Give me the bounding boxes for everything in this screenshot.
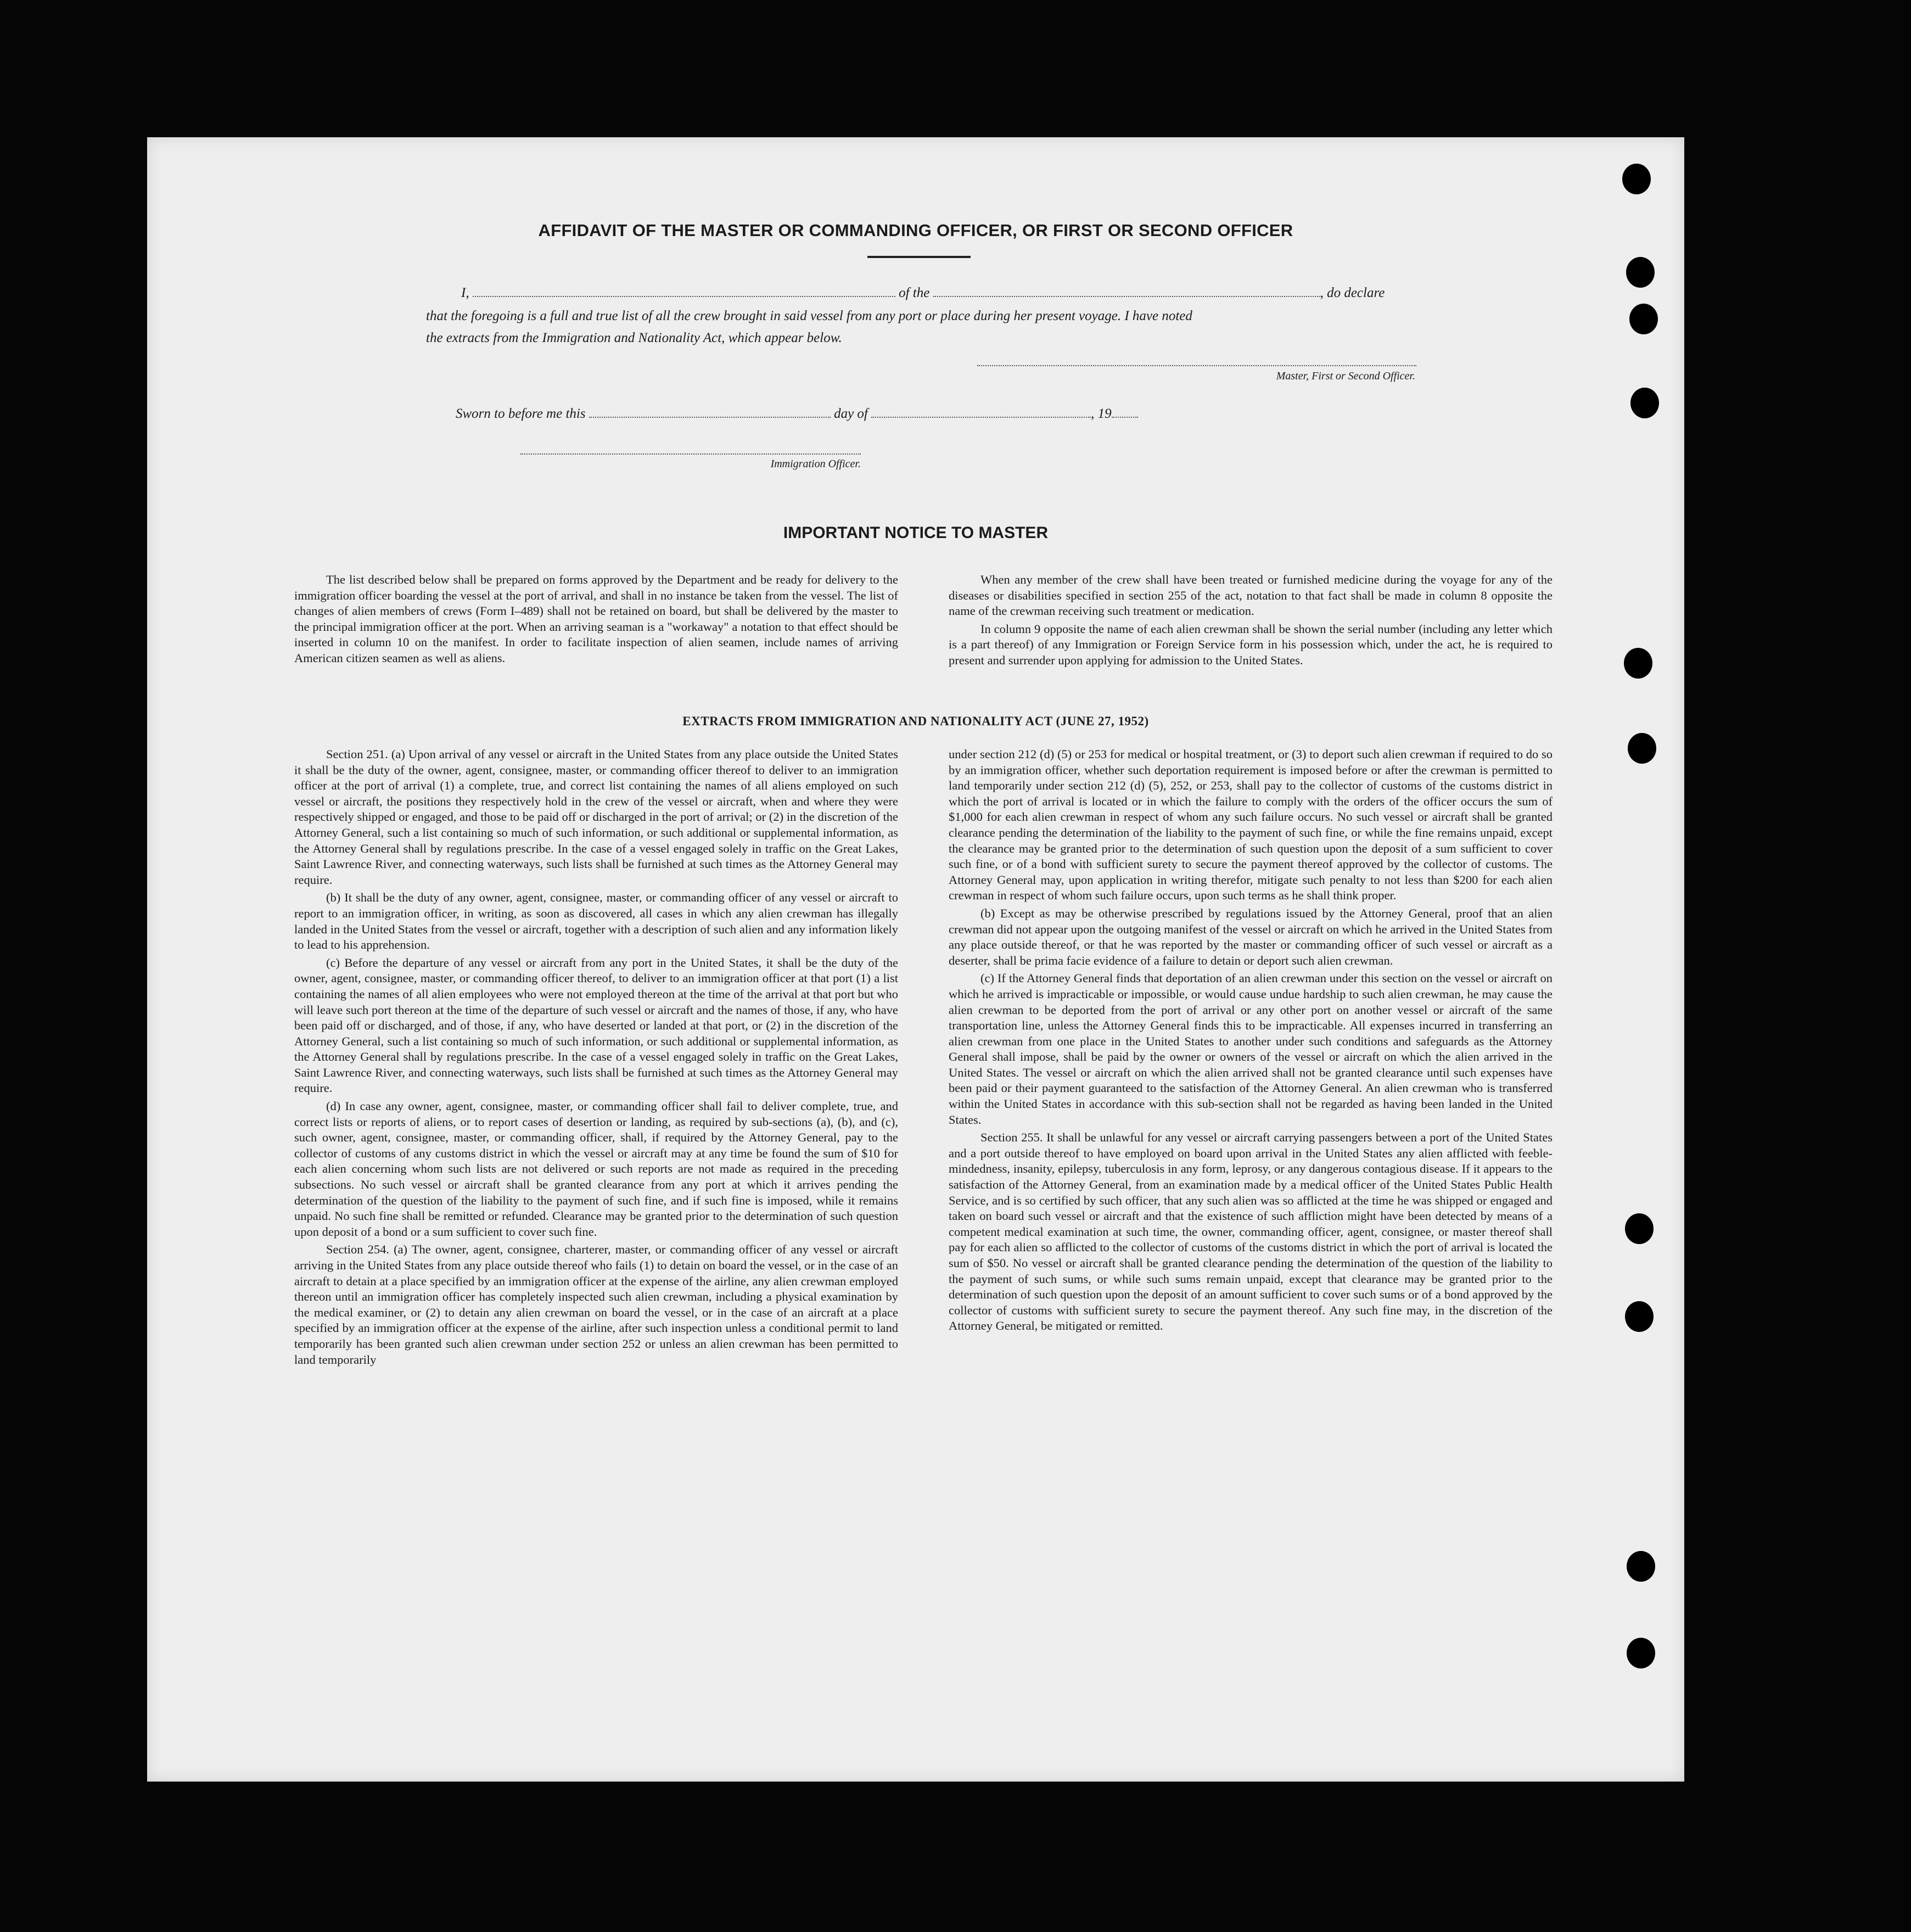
master-signature-line (977, 365, 1416, 366)
affidavit-line-2: that the foregoing is a full and true list of all the crew brought in said vessel from any port or place during her present voyage. I have noted (426, 309, 1192, 323)
binder-hole (1626, 257, 1655, 288)
notice-left-paragraph: The list described below shall be prepared on forms approved by the Department and be ready for delivery to the immigration officer boarding the vessel at the port of arrival, and shall in no instance be taken from the vessel. The list of changes of alien members of crews (Form I–489) shall not be retained on board, but shall be delivered by the master to the principal immigration officer at the port. When an arriving seaman is a "workaway" a notation to that effect should be inserted in column 10 on the manifest. In order to facilitate inspection of alien seamen, include names of arriving American citizen seamen as well as aliens. (294, 573, 898, 665)
binder-hole (1630, 388, 1659, 418)
affidavit-line-3: the extracts from the Immigration and Nationality Act, which appear below. (426, 331, 842, 345)
affidavit-line-1 (461, 285, 1587, 301)
month-blank (871, 417, 1091, 418)
day-blank (589, 417, 831, 418)
year-blank (1112, 417, 1138, 418)
binder-hole (1628, 733, 1656, 764)
section-251-b: (b) It shall be the duty of any owner, agent, consignee, master, or commanding officer of any vessel or aircraft to report to an immigration officer, in writing, as soon as discovered, all cases in which any alien crewman has illegally landed in the United States from the vessel or aircraft, together with a description of such alien and any information likely to lead to his apprehension. (294, 891, 898, 952)
affidavit-i-label: I, (461, 285, 469, 300)
binder-hole (1622, 164, 1651, 194)
section-254-c: (c) If the Attorney General finds that deportation of an alien crewman under this section on the vessel or aircraft on which he arrived is impracticable or impossible, or would cause undue hardship to such alien crewman, he may cause the alien crewman to be deported from the port of arrival or any other port on another vessel or aircraft of the same transportation line, unless the Attorney General finds this to be impracticable. All expenses incurred in transferring an alien crewman from one place in the United States to another under such conditions and safeguards as the Attorney General shall impose, shall be paid by the owner or owners of the vessel or aircraft on which the alien arrived in the United States. The vessel or aircraft on which the alien arrived shall not be granted clearance until such expenses have been paid or their payment guaranteed to the satisfaction of the Attorney General. An alien crewman who is transferred within the United States in accordance with this sub-section shall not be regarded as having been landed in the United States. (949, 971, 1553, 1127)
sworn-line (456, 406, 1138, 422)
extracts-right-column (949, 747, 1553, 1336)
binder-hole (1625, 1213, 1654, 1244)
vessel-blank (933, 296, 1320, 297)
section-255: Section 255. It shall be unlawful for any vessel or aircraft carrying passengers between a port of the United States and a port outside thereof to have employed on board upon arrival in the United States any alien afflicted with feeble-mindedness, insanity, epilepsy, tuberculosis in any form, leprosy, or any dangerous contagious disease. If it appears to the satisfaction of the Attorney General, from an examination made by a medical officer of the United States Public Health Service, and is so certified by such officer, that any such alien was so afflicted at the time he was shipped or engaged and taken on board such vessel or aircraft and that the existence of such affliction might have been detected by means of a competent medical examination at such time, the owner, commanding officer, agent, consignee, or master thereof shall pay for each alien so afflicted to the collector of customs of the customs district in which the port of arrival is located the sum of $50. No vessel or aircraft shall be granted clearance pending the determination of the question of the liability to the payment of such sums, or while such sums remain unpaid, except that clearance may be granted prior to the determination of such question upon the deposit of an amount sufficient to cover such sums or of a bond approved by the collector of customs with sufficient surety to secure the payment thereof. Any such fine may, in the discretion of the Attorney General, be mitigated or remitted. (949, 1130, 1553, 1333)
immigration-officer-label: Immigration Officer. (770, 458, 861, 470)
master-signature-label: Master, First or Second Officer. (1276, 370, 1415, 382)
section-254-b: (b) Except as may be otherwise prescribed by regulations issued by the Attorney General, proof that an alien crewman did not appear upon the outgoing manifest of the vessel or aircraft on which he arrived in the United States from any place outside thereof, or that he was reported by the master or commanding officer of such vessel or aircraft as a deserter, shall be prima facie evidence of a failure to detain or deport such alien crewman. (949, 906, 1553, 967)
binder-hole (1629, 304, 1658, 334)
do-declare-label: , do declare (1320, 285, 1385, 300)
of-the-label: of the (899, 285, 930, 300)
sworn-prefix: Sworn to before me this (456, 406, 586, 421)
day-of-label: day of (834, 406, 868, 421)
binder-hole (1627, 1638, 1655, 1668)
year-label: , 19 (1091, 406, 1112, 421)
section-251-d: (d) In case any owner, agent, consignee, master, or commanding officer shall fail to deliver complete, true, and correct lists or reports of aliens, or to report cases of desertion or landing, as required by sub-sections (a), (b), and (c), such owner, agent, consignee, master, or commanding officer, shall, if required by the Attorney General, pay to the collector of customs of any customs district in which the vessel or aircraft may at any time be found the sum of $10 for each alien concerning whom such lists are not delivered or such reports are not made as required in the preceding subsections. No such vessel or aircraft shall be granted clearance from any port at which it arrives pending the determination of the question of the liability to the payment of such fine, and if such fine is imposed, while it remains unpaid. No such fine shall be remitted or refunded. Clearance may be granted prior to the determination of such question upon deposit of a bond or a sum sufficient to cover such fine. (294, 1099, 898, 1239)
notice-right-column (949, 572, 1553, 671)
section-251-c: (c) Before the departure of any vessel or aircraft from any port in the United States, it shall be the duty of the owner, agent, consignee, master, or commanding officer thereof, to deliver to an immigration officer at that port (1) a list containing the names of all alien employees who were not employed thereon at the time of the arrival at that port but who will leave such port thereon at the time of the departure of such vessel or aircraft and the names of those, if any, who have been paid off or discharged, and of those, if any, who have deserted or landed at that port, or (2) in the discretion of the Attorney General, such a list containing so much of such information, or such additional or supplemental information, as the Attorney General shall by regulations prescribe. In the case of a vessel engaged solely in traffic on the Great Lakes, Saint Lawrence River, and connecting waterways, such lists shall be furnished at such times as the Attorney General may require. (294, 955, 898, 1095)
notice-right-paragraph-1: When any member of the crew shall have been treated or furnished medicine during the voyage for any of the diseases or disabilities specified in section 255 of the act, notation to that fact shall be made in column 8 opposite the name of the crewman receiving such treatment or medication. (949, 573, 1553, 618)
extracts-left-column (294, 747, 898, 1370)
section-254-a: Section 254. (a) The owner, agent, consignee, charterer, master, or commanding officer of any vessel or aircraft arriving in the United States from any place outside thereof who fails (1) to detain on board the vessel, or in the case of an aircraft to detain at a place specified by an immigration officer at the expense of the airline, any alien crewman employed thereon until an immigration officer has completely inspected such alien crewman, including a physical examination by the medical examiner, or (2) to detain any alien crewman on board the vessel, or in the case of an aircraft at a place specified by an immigration officer at the expense of the airline, after such inspection unless a conditional permit to land temporarily has been granted such alien crewman under section 252 or unless an alien crewman has been permitted to land temporarily (294, 1242, 898, 1367)
title-underline (867, 256, 971, 258)
immigration-officer-line (520, 453, 861, 455)
binder-hole (1627, 1551, 1655, 1582)
binder-hole (1625, 1301, 1654, 1332)
section-254-a-continued: under section 212 (d) (5) or 253 for medical or hospital treatment, or (3) to deport such alien crewman if required to do so by an immigration officer, whether such deportation requirement is imposed before or after the crewman is permitted to land temporarily under section 212 (d) (5), 252, or 253, shall pay to the collector of customs of the customs district in which the port of arrival is located or in which the failure to comply with the orders of the officer occurs the sum of $1,000 for each alien crewman in respect of whom any such failure occurs. No such vessel or aircraft shall be granted clearance pending the determination of the liability to the payment of such fine, or while the fine remains unpaid, except the clearance may be granted prior to the determination of such question upon the deposit of a sum sufficient to cover such fine, or of a bond with sufficient surety to secure the payment thereof approved by the collector of customs. The Attorney General may, upon application in writing therefor, mitigate such penalty to not less than $200 for each alien crewman in respect of whom such failure occurs, upon such terms as he shall think proper. (949, 747, 1553, 903)
name-blank (473, 296, 895, 297)
notice-title: IMPORTANT NOTICE TO MASTER (783, 524, 1049, 542)
affidavit-title: AFFIDAVIT OF THE MASTER OR COMMANDING OFFICER, OR FIRST OR SECOND OFFICER (538, 221, 1293, 240)
notice-right-paragraph-2: In column 9 opposite the name of each alien crewman shall be shown the serial number (including any letter which is a part thereof) of any Immigration or Foreign Service form in his possession which, under the act, he is required to present and surrender upon applying for admission to the United States. (949, 621, 1553, 667)
notice-left-column (294, 572, 898, 669)
binder-hole (1624, 648, 1652, 679)
section-251-a: Section 251. (a) Upon arrival of any vessel or aircraft in the United States from any place outside the United States it shall be the duty of the owner, agent, consignee, master, or commanding officer thereof to deliver to an immigration officer at the port of arrival (1) a complete, true, and correct list containing the names of all aliens employed on such vessel or aircraft, the positions they respectively hold in the crew of the vessel or aircraft, when and where they were respectively shipped or engaged, and those to be paid off or discharged in the port of arrival; or (2) in the discretion of the Attorney General, such a list containing so much of such information, or such additional or supplemental information, as the Attorney General shall by regulations prescribe. In the case of a vessel engaged solely in traffic on the Great Lakes, Saint Lawrence River, and connecting waterways, such lists shall be furnished at such times as the Attorney General may require. (294, 747, 898, 887)
document-page (147, 137, 1684, 1782)
extracts-title: EXTRACTS FROM IMMIGRATION AND NATIONALITY ACT (JUNE 27, 1952) (682, 714, 1149, 728)
